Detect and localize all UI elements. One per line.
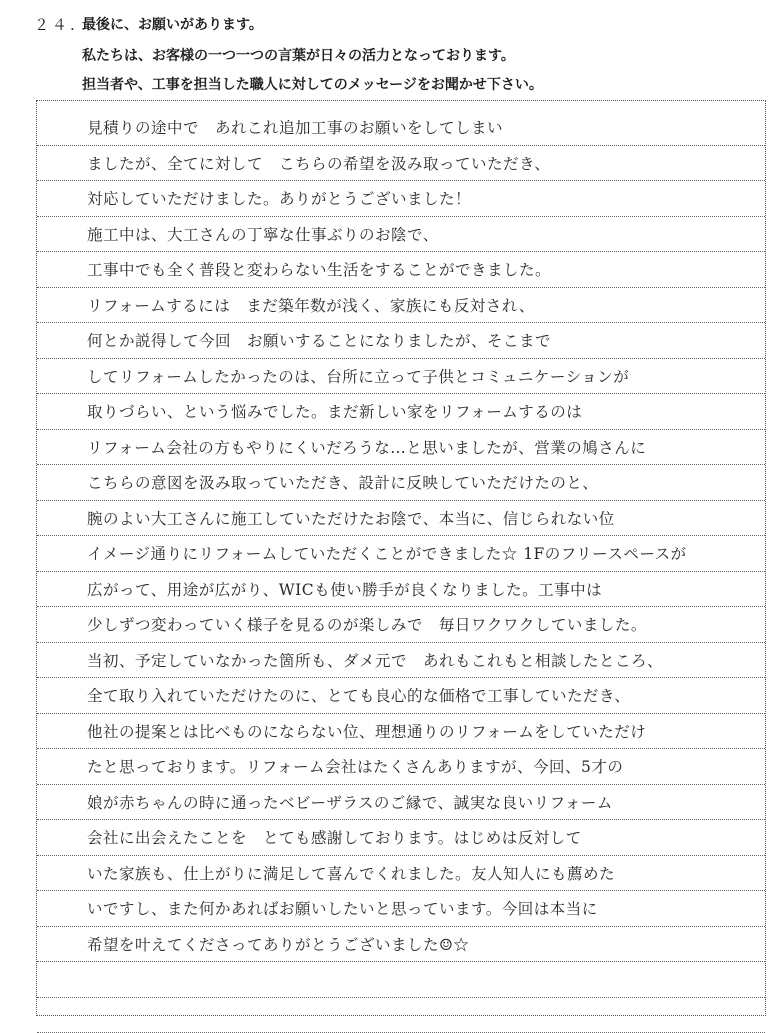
handwritten-line: 施工中は、大工さんの丁寧な仕事ぶりのお陰で、	[87, 226, 439, 244]
question-text-line-3: 担当者や、工事を担当した職人に対してのメッセージをお聞かせ下さい。	[82, 77, 543, 93]
question-header	[0, 0, 768, 100]
handwritten-line: たと思っております。リフォーム会社はたくさんありますが、今回、5才の	[87, 758, 624, 776]
handwritten-answer-box	[36, 100, 766, 1016]
ruled-line	[37, 571, 765, 572]
ruled-line	[37, 997, 765, 998]
handwritten-line: 腕のよい大工さんに施工していただけたお陰で、本当に、信じられない位	[87, 510, 615, 528]
handwritten-line: 少しずつ変わっていく様子を見るのが楽しみで 毎日ワクワクしていました。	[87, 616, 647, 634]
ruled-line	[37, 926, 765, 927]
ruled-line	[37, 145, 765, 146]
ruled-line	[37, 642, 765, 643]
ruled-line	[37, 677, 765, 678]
ruled-line	[37, 429, 765, 430]
handwritten-line: イメージ通りにリフォームしていただくことができました☆ 1Fのフリースペースが	[87, 545, 687, 563]
ruled-line	[37, 393, 765, 394]
handwritten-line: 何とか説得して今回 お願いすることになりましたが、そこまで	[87, 332, 552, 350]
question-text-line-1: 最後に、お願いがあります。	[82, 17, 263, 33]
handwritten-line: 取りづらい、という悩みでした。まだ新しい家をリフォームするのは	[87, 403, 583, 421]
ruled-line	[37, 890, 765, 891]
handwritten-line: 対応していただけました。ありがとうございました！	[87, 190, 472, 208]
handwritten-line: してリフォームしたかったのは、台所に立って子供とコミュニケーションが	[87, 368, 630, 386]
handwritten-line: 娘が赤ちゃんの時に通ったベビーザラスのご縁で、誠実な良いリフォーム	[87, 794, 613, 812]
ruled-line	[37, 287, 765, 288]
ruled-line	[37, 251, 765, 252]
ruled-line	[37, 819, 765, 820]
handwritten-line: ましたが、全てに対して こちらの希望を汲み取っていただき、	[87, 155, 551, 173]
ruled-line	[37, 961, 765, 962]
handwritten-line: 広がって、用途が広がり、WICも使い勝手が良くなりました。工事中は	[87, 581, 603, 599]
ruled-line	[37, 358, 765, 359]
question-text-line-2: 私たちは、お客様の一つ一つの言葉が日々の活力となっております。	[82, 48, 515, 64]
handwritten-line: 会社に出会えたことを とても感謝しております。はじめは反対して	[87, 829, 582, 847]
handwritten-line: いた家族も、仕上がりに満足して喜んでくれました。友人知人にも薦めた	[87, 865, 616, 883]
ruled-line	[37, 535, 765, 536]
handwritten-line: 希望を叶えてくださってありがとうございました☺☆	[87, 936, 470, 954]
handwritten-line: リフォームするには まだ築年数が浅く、家族にも反対され、	[87, 297, 535, 315]
handwritten-line: リフォーム会社の方もやりにくいだろうな…と思いましたが、営業の鳩さんに	[87, 439, 647, 457]
handwritten-line: いですし、また何かあればお願いしたいと思っています。今回は本当に	[87, 900, 598, 918]
ruled-line	[37, 500, 765, 501]
ruled-line	[37, 784, 765, 785]
ruled-line	[37, 216, 765, 217]
question-number: ２４.	[34, 16, 78, 34]
handwritten-line: 他社の提案とは比べものにならない位、理想通りのリフォームをしていただけ	[87, 723, 647, 741]
ruled-line	[37, 322, 765, 323]
handwritten-line: 工事中でも全く普段と変わらない生活をすることができました。	[87, 261, 552, 279]
handwritten-line: こちらの意図を汲み取っていただき、設計に反映していただけたのと、	[87, 474, 599, 492]
handwritten-line: 見積りの途中で あれこれ追加工事のお願いをしてしまい	[87, 119, 504, 137]
ruled-line	[37, 855, 765, 856]
handwritten-line: 全て取り入れていただけたのに、とても良心的な価格で工事していただき、	[87, 687, 631, 705]
ruled-line	[37, 464, 765, 465]
ruled-line	[37, 713, 765, 714]
ruled-line	[37, 748, 765, 749]
ruled-line	[37, 606, 765, 607]
handwritten-line: 当初、予定していなかった箇所も、ダメ元で あれもこれもと相談したところ、	[87, 652, 664, 670]
ruled-line	[37, 180, 765, 181]
